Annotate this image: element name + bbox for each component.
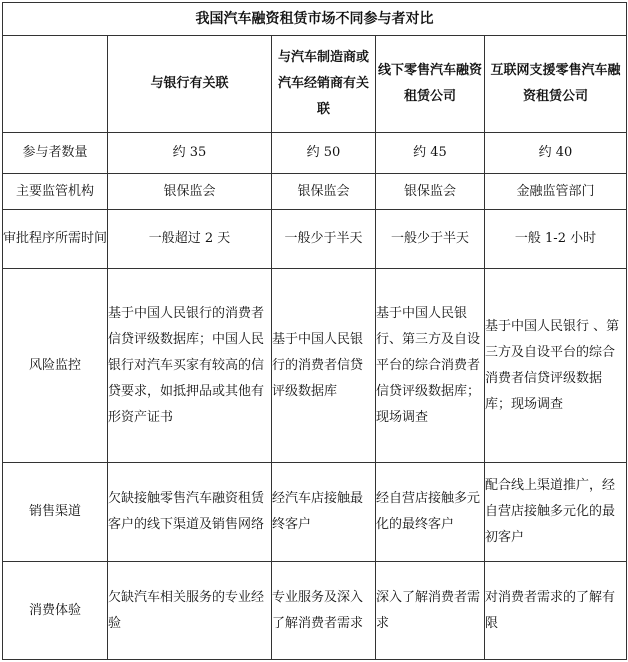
- header-cell-empty: [3, 35, 108, 133]
- row-label: 参与者数量: [3, 133, 108, 174]
- table-cell: 一般 1-2 小时: [485, 210, 627, 269]
- table-cell: 基于中国人民银行的消费者信贷评级数据库；中国人民银行对汽车买家有较高的信贷要求，如抵押品或其他有形资产证书: [108, 269, 272, 462]
- table-row: [3, 133, 627, 174]
- row-label: 销售渠道: [3, 462, 108, 562]
- table-row: [3, 210, 627, 269]
- header-bank: 与银行有关联: [108, 35, 272, 133]
- table-cell: 配合线上渠道推广，经自营店接触多元化的最初客户: [485, 462, 627, 562]
- table-cell: 一般超过 2 天: [108, 210, 272, 269]
- table-row: [3, 462, 627, 562]
- table-row: [3, 562, 627, 660]
- header-offline-retail: 线下零售汽车融资租赁公司: [376, 35, 485, 133]
- row-label: 审批程序所需时间: [3, 210, 108, 269]
- table-cell: 一般少于半天: [272, 210, 376, 269]
- table-cell: 基于中国人民银行、第三方及自设平台的综合消费者信贷评级数据库；现场调查: [376, 269, 485, 462]
- row-label: 消费体验: [3, 562, 108, 660]
- table-cell: 约 35: [108, 133, 272, 174]
- table-cell: 银保监会: [108, 173, 272, 210]
- table-cell: 基于中国人民银行 、第三方及自设平台的综合消费者信贷评级数据库；现场调查: [485, 269, 627, 462]
- table-cell: 欠缺接触零售汽车融资租赁客户的线下渠道及销售网络: [108, 462, 272, 562]
- table-row: [3, 269, 627, 462]
- table-cell: 银保监会: [272, 173, 376, 210]
- header-manufacturer: 与汽车制造商或汽车经销商有关联: [272, 35, 376, 133]
- table-cell: 约 45: [376, 133, 485, 174]
- table-cell: 专业服务及深入了解消费者需求: [272, 562, 376, 660]
- table-cell: 约 50: [272, 133, 376, 174]
- table-cell: 经自营店接触多元化的最终客户: [376, 462, 485, 562]
- table-row: [3, 173, 627, 210]
- comparison-table: [2, 2, 627, 660]
- row-label: 风险监控: [3, 269, 108, 462]
- table-cell: 对消费者需求的了解有限: [485, 562, 627, 660]
- table-cell: 一般少于半天: [376, 210, 485, 269]
- table-cell: 银保监会: [376, 173, 485, 210]
- table-title-row: [3, 3, 627, 36]
- table-cell: 基于中国人民银行的消费者信贷评级数据库: [272, 269, 376, 462]
- header-row: [3, 35, 627, 133]
- header-internet-retail: 互联网支援零售汽车融资租赁公司: [485, 35, 627, 133]
- table-cell: 金融监管部门: [485, 173, 627, 210]
- row-label: 主要监管机构: [3, 173, 108, 210]
- table-cell: 约 40: [485, 133, 627, 174]
- table-title: 我国汽车融资租赁市场不同参与者对比: [3, 3, 627, 36]
- table-cell: 深入了解消费者需求: [376, 562, 485, 660]
- table-cell: 经汽车店接触最终客户: [272, 462, 376, 562]
- table-cell: 欠缺汽车相关服务的专业经验: [108, 562, 272, 660]
